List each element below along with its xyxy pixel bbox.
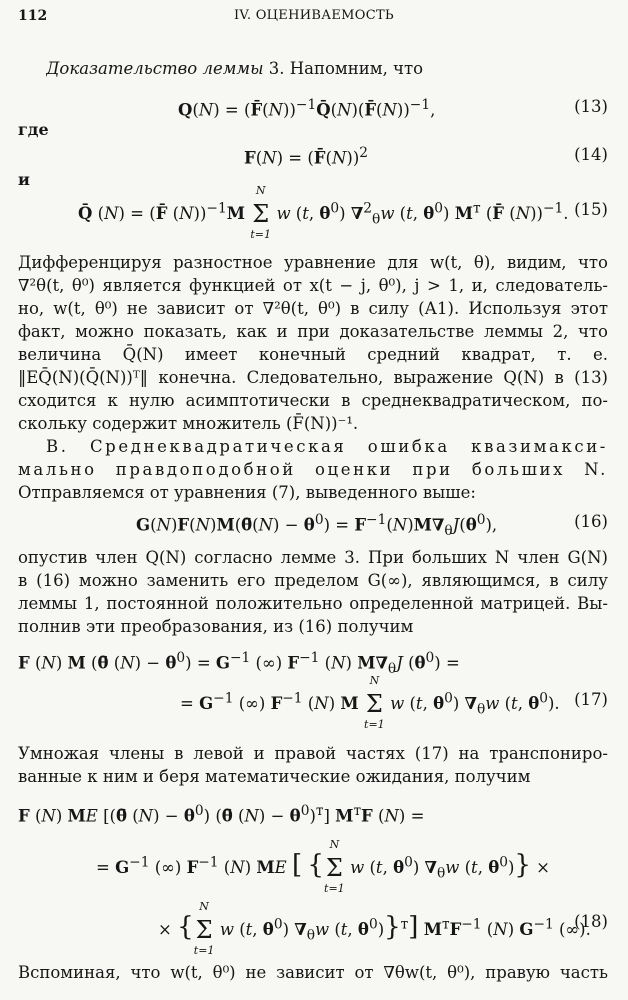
text-line: факт, можно показать, как и при доказательстве леммы 2, что bbox=[18, 322, 608, 341]
sum-sign: Σ N t=1 bbox=[193, 900, 215, 957]
equation-number: (16) bbox=[574, 512, 608, 531]
book-page: 112 IV. ОЦЕНИВАЕМОСТЬ Доказательство леммы 3. Напомним, что Q(N) = (F̄(N))$^{-1}$Q̄(N)(F̄(N))$^{-1}$, (13) где F(N) = (F̄(N))$^2$ (14) и Q̄ (N) = (F̄ (N))$^{-1}$M Σ N t=1 w (t, $\theta^0$) ∇$^2_\theta$w (t, $\theta^0$) $M^т$ (F̄ (N))$^{-1}$. (15) Дифференцируя разностное уравнение для w(t, θ), видим, что ∇²θ(t, θ⁰) является функцией от x(t − j, θ⁰), j > 1, и, следователь- но, w(t, θ⁰) не зависит от ∇²θ(t, θ⁰) в силу (А1). Используя этот факт, можно показать, как и при доказательстве леммы 2, что величина Q̄(N) имеет конечный средний квадрат, т. е. ‖EQ̄(N)(Q̄(N))ᵀ‖ конечна. Следовательно, выражение Q(N) в (13) сходится к нулю асимптотически в среднеквадратическом, по- скольку содержит множитель (F̄(N))⁻¹. В. Среднеквадратическая ошибка квазимакси- мально правдоподобной оценки при больших N. Отправляемся от уравнения (7), выведенного выше: G(N)F(N)M(θ̄(N) − $\theta^0) = F^{-1}(N)M\nabla_\theta J(\theta^0)$, (16) опустив член Q(N) согласно лемме 3. При больших N член G(N) в (16) можно заменить его пределом G(∞), являющимся, в силу леммы 1, постоянной положительно определенной матрицей. Вы- полнив эти преобразования, из (16) получим F (N) M (θ̄ $(N) - \theta^0) = G^{-1}$ (∞) $F^{-1}$ (N) $M\nabla_\theta J$ $(\theta^0)$ = = $G^{-1}$ (∞) $F^{-1}$ (N) M Σ N t=1 w (t, $\theta^0$) $\nabla_\theta w$ (t, $\theta^0$). (17) Умножая члены в левой и правой частях (17) на транспониро- ванные к ним и беря математические ожидания, получим F (N) ME [(θ̄ $(N) - \theta^0$) (θ̄ $(N) - \theta^0)^т$] $M^тF$ (N) = = $G^{-1}$ (∞) $F^{-1}$ (N) ME [ {Σ N t=1 w (t, $\theta^0$) $\nabla_\theta w$ (t, $\theta^0$)} × × {Σ N t=1 w (t, $\theta^0$) $\nabla_\theta w$ (t, $\theta^0)\}^т$] $M^тF^{-1}$ (N) $G^{-1}$ (∞). (18) Вспоминая, что w(t, θ⁰) не зависит от ∇θw(t, θ⁰), правую часть bbox=[18, 8, 608, 982]
text-line: ванные к ним и беря математические ожидания, получим bbox=[18, 767, 531, 786]
text-line: сходится к нулю асимптотически в среднеквадратическом, по- bbox=[18, 391, 608, 410]
page-header bbox=[18, 8, 610, 30]
text-line: леммы 1, постоянной положительно определенной матрицей. Вы- bbox=[18, 594, 608, 613]
sum-sign: Σ N t=1 bbox=[364, 674, 385, 731]
section-heading: В. Среднеквадратическая ошибка квазимакси- bbox=[46, 437, 608, 456]
chapter-title: IV. ОЦЕНИВАЕМОСТЬ bbox=[233, 8, 394, 23]
section-heading: мально правдоподобной оценки при больших N. bbox=[18, 460, 608, 479]
equation-number: (17) bbox=[574, 690, 608, 709]
text-line: Дифференцируя разностное уравнение для w(t, θ), видим, что bbox=[18, 253, 608, 272]
sum-sign: Σ N t=1 bbox=[324, 838, 345, 895]
text-line: ‖EQ̄(N)(Q̄(N))ᵀ‖ конечна. Следовательно, выражение Q(N) в (13) bbox=[18, 368, 608, 387]
text-line: величина Q̄(N) имеет конечный средний квадрат, т. е. bbox=[18, 345, 608, 364]
text-line: скольку содержит множитель (F̄(N))⁻¹. bbox=[18, 414, 359, 433]
proof-heading: Доказательство леммы 3. Напомним, что bbox=[46, 59, 424, 78]
text-line: ∇²θ(t, θ⁰) является функцией от x(t − j, θ⁰), j > 1, и, следователь- bbox=[18, 276, 608, 295]
equation-number: (15) bbox=[574, 200, 608, 219]
page-number: 112 bbox=[18, 8, 48, 24]
word-where: где bbox=[18, 120, 49, 139]
text-line: в (16) можно заменить его пределом G(∞), являющимся, в силу bbox=[18, 571, 608, 590]
equation-number: (18) bbox=[574, 912, 608, 931]
text-line: Отправляемся от уравнения (7), выведенного выше: bbox=[18, 483, 476, 502]
text-line: опустив член Q(N) согласно лемме 3. При больших N член G(N) bbox=[18, 548, 608, 567]
text-line: но, w(t, θ⁰) не зависит от ∇²θ(t, θ⁰) в силу (А1). Используя этот bbox=[18, 299, 608, 318]
sum-sign: Σ N t=1 bbox=[250, 184, 272, 241]
word-and: и bbox=[18, 170, 30, 189]
text-line: Умножая члены в левой и правой частях (17) на транспониро- bbox=[18, 744, 608, 763]
equation-number: (14) bbox=[574, 145, 608, 164]
text-line: полнив эти преобразования, из (16) получим bbox=[18, 617, 414, 636]
text-line: Вспоминая, что w(t, θ⁰) не зависит от ∇θw(t, θ⁰), правую часть bbox=[18, 963, 608, 982]
equation-number: (13) bbox=[574, 97, 608, 116]
